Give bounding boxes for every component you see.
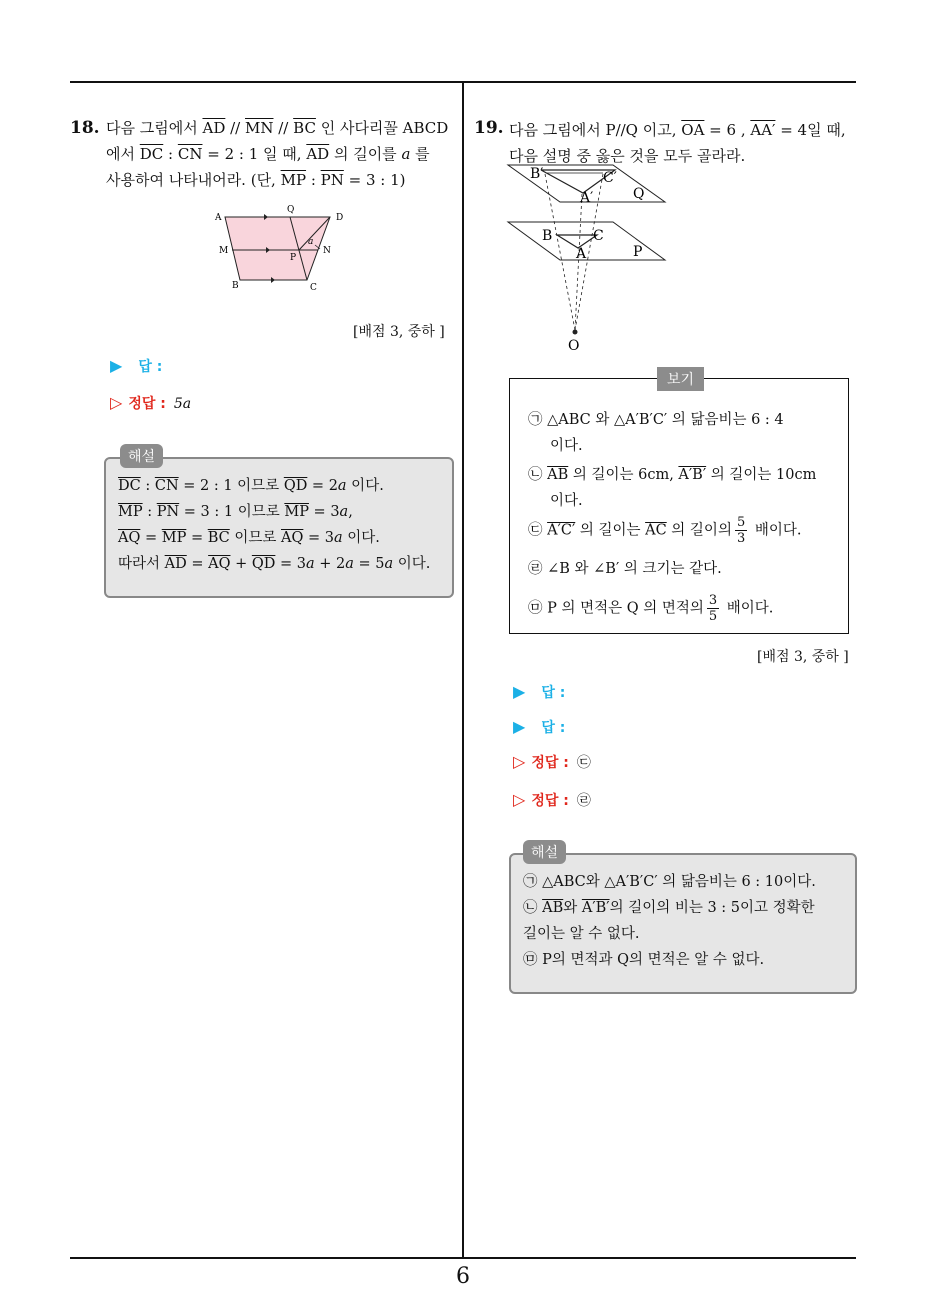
option-1: ㉠ △ABC 와 △A′B′C′ 의 닮음비는 6 : 4 이다.	[528, 412, 784, 454]
q18-exp-line-2: $\overline{MP}$ : $\overline{PN} = 3$ : 1 이므로 $\overline{MP} = 3a$,	[118, 504, 353, 520]
label-m: M	[219, 246, 229, 256]
label-length-a: a	[308, 237, 314, 247]
label-o: O	[568, 338, 580, 354]
trapezoid-figure	[205, 200, 365, 295]
label-b: B	[542, 228, 553, 244]
q18-explanation-box	[104, 457, 454, 598]
label-plane-p: P	[633, 244, 643, 260]
q18-line-3: 사용하여 나타내어라. (단, $\overline{MP}$ : $\overline{PN} = 3$ : 1)	[106, 171, 406, 189]
q19-explanation-tag: 해설	[523, 840, 566, 864]
q19-line-1: 다음 그림에서 P//Q 이고, $\overline{OA} = 6$ , AA′ = 4일 때,	[509, 121, 846, 139]
label-b: B	[232, 281, 239, 291]
q18-answer-row: ▶ 답 :	[110, 356, 163, 375]
point-o	[573, 330, 578, 335]
q19-exp-line-4: ㉤ P의 면적과 Q의 면적은 알 수 없다.	[523, 952, 765, 968]
q18-line-2: 에서 $\overline{DC}$ : $\overline{CN} = 2$ : 1 일 때, $\overline{AD}$ 의 길이를 a 를	[106, 145, 430, 163]
q18-line-1: 다음 그림에서 $\overline{AD} // \overline{MN} // \overline{BC}$ 인 사다리꼴 ABCD	[106, 119, 449, 137]
q19-exp-line-1: ㉠ △ABC와 △A′B′C′ 의 닮음비는 6 : 10이다.	[523, 874, 816, 890]
q19-correct-row-2: ▷ 정답 : ㉣	[513, 790, 591, 809]
trapezoid-shape	[225, 217, 330, 280]
question-19-number: 19.	[474, 118, 504, 138]
label-p: P	[290, 253, 297, 263]
column-divider	[462, 83, 464, 1259]
label-a-prime: A′	[580, 190, 594, 206]
label-d: D	[336, 213, 344, 223]
q18-exp-line-4: 따라서 $\overline{AD} = \overline{AQ} + \overline{QD} = 3a + 2a = 5a$ 이다.	[118, 556, 431, 572]
label-a: A	[576, 246, 587, 262]
option-5: ㉤ P 의 면적은 Q 의 면적의 $\frac{3}{5}$ 배이다.	[528, 593, 774, 624]
answer-marker-icon: ▶	[513, 717, 526, 736]
q19-answer-row-1: ▶ 답 :	[513, 682, 566, 701]
label-n: N	[323, 246, 331, 256]
q18-correct-row: ▷ 정답 : 5a	[110, 393, 192, 412]
q19-answer-row-2: ▶ 답 :	[513, 717, 566, 736]
page-number: 6	[456, 1264, 470, 1289]
q19-score: [배점 3, 중하 ]	[757, 649, 849, 665]
label-b-prime: B′	[530, 166, 544, 182]
label-c: C	[310, 283, 317, 293]
q18-exp-line-1: $\overline{DC}$ : $\overline{CN} = 2$ : 1 이므로 $\overline{QD} = 2a$ 이다.	[118, 478, 384, 494]
q19-explanation-box	[509, 853, 857, 994]
question-18-text	[106, 115, 456, 193]
q19-line-2: 다음 설명 중 옳은 것을 모두 골라라.	[509, 147, 746, 165]
label-c: C	[593, 228, 604, 244]
q18-correct-value: 5a	[173, 396, 192, 412]
label-a: A	[215, 213, 222, 223]
q18-explanation-tag: 해설	[120, 444, 163, 468]
q19-exp-line-3: 길이는 알 수 없다.	[523, 926, 640, 942]
correct-marker-icon: ▷	[513, 752, 526, 771]
ray-a	[575, 194, 582, 330]
parallel-planes-figure	[505, 160, 675, 355]
fraction-5-3: $\frac{5}{3}$	[736, 515, 746, 546]
bogi-box	[509, 378, 849, 634]
bottom-rule	[70, 1257, 856, 1259]
bogi-tag: 보기	[657, 367, 704, 391]
answer-marker-icon: ▶	[110, 356, 123, 375]
question-18-number: 18.	[70, 118, 100, 138]
answer-marker-icon: ▶	[513, 682, 526, 701]
label-q: Q	[287, 205, 295, 215]
correct-marker-icon: ▷	[110, 393, 123, 412]
option-3: ㉢ A′C′ 의 길이는 $\overline{AC}$ 의 길이의 $\frac{5}{3}$ 배이다.	[528, 515, 802, 546]
q18-score: [배점 3, 중하 ]	[353, 324, 445, 340]
label-c-prime: C′	[603, 170, 617, 186]
q19-correct-row-1: ▷ 정답 : ㉢	[513, 752, 591, 771]
correct-marker-icon: ▷	[513, 790, 526, 809]
option-4: ㉣ ∠B 와 ∠B′ 의 크기는 같다.	[528, 561, 722, 577]
label-plane-q: Q	[633, 186, 645, 202]
q19-exp-line-2: ㉡ $\overline{AB}$와 A′B′의 길이의 비는 3 : 5이고 정확한	[523, 900, 815, 916]
fraction-3-5: $\frac{3}{5}$	[708, 593, 718, 624]
q18-exp-line-3: $\overline{AQ} = \overline{MP} = \overline{BC}$ 이므로 $\overline{AQ} = 3a$ 이다.	[118, 530, 380, 546]
option-2: ㉡ $\overline{AB}$ 의 길이는 6cm, A′B′ 의 길이는 10cm 이다.	[528, 467, 817, 509]
